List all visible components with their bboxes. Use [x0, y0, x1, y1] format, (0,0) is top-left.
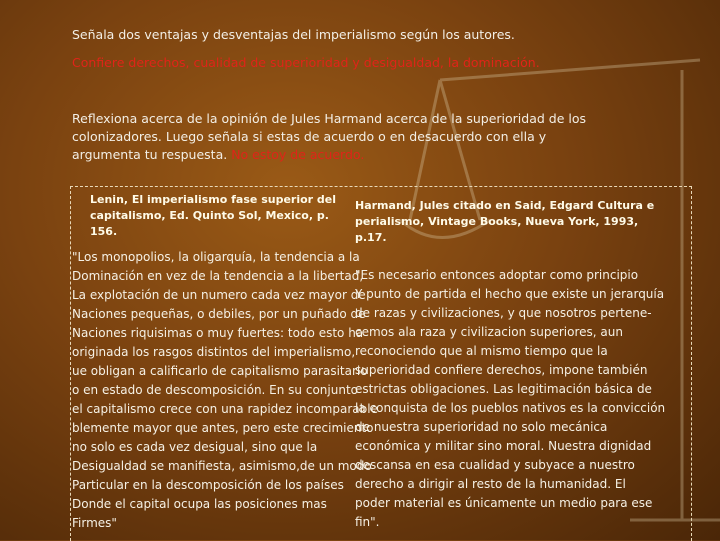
answer-2: No estoy de acuerdo.	[231, 147, 365, 162]
quote-line: no solo es cada vez desigual, sino que la	[72, 440, 318, 454]
quote-line: de nuestra superioridad no solo mecánica	[355, 420, 608, 434]
quote-line: cemos ala raza y civilizacion superiores, aun	[355, 325, 623, 339]
quote-line: "Los monopolios, la oligarquía, la tendencia a la	[72, 250, 360, 264]
answer-1: Confiere derechos, cualidad de superioridad y desigualdad, la dominación.	[72, 55, 540, 70]
question-1: Señala dos ventajas y desventajas del imperialismo según los autores.	[72, 27, 515, 42]
quote-line: o en estado de descomposición. En su conjunto	[72, 383, 358, 397]
quote-line: Particular en la descomposición de los países	[72, 478, 344, 492]
quote-line: blemente mayor que antes, pero este crecimiento	[72, 421, 374, 435]
quote-line: originada los rasgos distintos del imperialismo,	[72, 345, 356, 359]
quote-line: ue obligan a calificarlo de capitalismo parasitario	[72, 364, 368, 378]
quote-line: fin".	[355, 515, 380, 529]
left-reference: Lenin, El imperialismo fase superior del capitalismo, Ed. Quinto Sol, Mexico, p. 156.	[90, 193, 337, 238]
quote-line: Naciones pequeñas, o debiles, por un puñado de	[72, 307, 366, 321]
quote-line: estrictas obligaciones. Las legitimación básica de	[355, 382, 652, 396]
quote-line: La explotación de un numero cada vez mayor de	[72, 288, 366, 302]
quote-line: Naciones riquisimas o muy fuertes: todo esto ha	[72, 326, 364, 340]
quote-line: "Es necesario entonces adoptar como principio	[355, 268, 639, 282]
quote-line: Desigualdad se manifiesta, asimismo,de un modo	[72, 459, 372, 473]
quote-line: Firmes"	[72, 516, 117, 530]
quote-line: el capitalismo crece con una rapidez incomparable	[72, 402, 378, 416]
quote-line: derecho a dirigir al resto de la humanidad. El	[355, 477, 626, 491]
question-2	[72, 110, 592, 164]
quote-line: superioridad confiere derechos, impone también	[355, 363, 648, 377]
harmand-quote	[355, 266, 685, 532]
quote-line: descansa en esa cualidad y subyace a nuestro	[355, 458, 635, 472]
quote-line: económica y militar sino moral. Nuestra dignidad	[355, 439, 652, 453]
quote-line: Y punto de partida el hecho que existe un jerarquía	[355, 287, 665, 301]
quote-line: poder material es únicamente un medio para ese	[355, 496, 653, 510]
quote-line: Dominación en vez de la tendencia a la libertad,	[72, 269, 364, 283]
quote-line: la conquista de los pueblos nativos es la convicción	[355, 401, 666, 415]
quote-line: reconociendo que al mismo tiempo que la	[355, 344, 608, 358]
quote-line: de razas y civilizaciones, y que nosotros pertene-	[355, 306, 652, 320]
right-reference: Harmand, Jules citado en Said, Edgard Cultura e perialismo, Vintage Books, Nueva York, 1993, p.17.	[355, 199, 655, 244]
quote-line: Donde el capital ocupa las posiciones mas	[72, 497, 327, 511]
question-2-text: Reflexiona acerca de la opinión de Jules Harmand acerca de la superioridad de los colonizadores. Luego señala si estas de acuerdo o en desacuerdo con ella y argumenta tu respuesta.	[72, 111, 586, 162]
